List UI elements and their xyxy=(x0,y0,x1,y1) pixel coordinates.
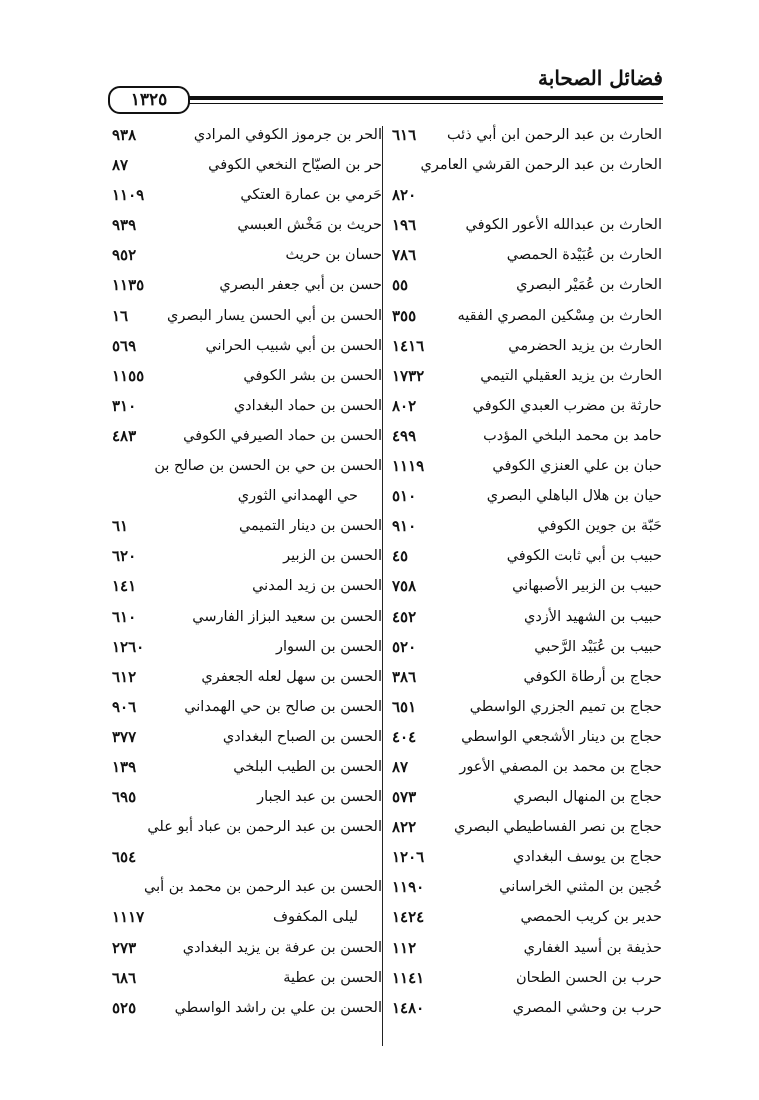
entry-name: حجاج بن تميم الجزري الواسطي xyxy=(469,698,662,715)
entry-page-number: ٩٣٩ xyxy=(112,216,137,235)
entry-page-number: ٦١٠ xyxy=(112,607,137,626)
book-title: فضائل الصحابة xyxy=(538,66,663,90)
entry-name: الحسن بن السوار xyxy=(276,638,382,655)
entry-name: الحسن بن عبد الرحمن بن عباد أبو علي xyxy=(147,819,382,836)
entry-name: حرب بن الحسن الطحان xyxy=(515,969,662,986)
index-entry xyxy=(392,722,662,752)
index-entry xyxy=(392,120,662,150)
index-entry xyxy=(392,933,662,963)
entry-name: حبان بن علي العنزي الكوفي xyxy=(492,458,662,475)
entry-page-number: ١٤١٦ xyxy=(392,336,425,355)
index-entry xyxy=(112,180,382,210)
index-entry xyxy=(112,812,382,842)
entry-page-number: ٥٢٠ xyxy=(392,637,417,656)
entry-name: الحسن بن الصباح البغدادي xyxy=(222,728,382,745)
entry-page-number: ٤٠٤ xyxy=(392,727,417,746)
index-entry xyxy=(112,722,382,752)
entry-name: الحسن بن الطيب البلخي xyxy=(233,758,382,775)
entry-page-number: ٦١٦ xyxy=(392,126,417,144)
entry-page-number: ٥٧٣ xyxy=(392,788,417,807)
entry-page-number: ١٢٦٠ xyxy=(112,637,145,656)
entry-name: حجاج بن أرطاة الكوفي xyxy=(523,668,662,685)
entry-page-number: ١١٢ xyxy=(392,938,417,957)
entry-name: حريث بن مَخْش العبسي xyxy=(237,217,382,234)
entry-name: الحسن بن بشر الكوفي xyxy=(243,367,382,384)
index-entry xyxy=(112,842,382,872)
index-entry xyxy=(392,782,662,812)
entry-name: حُجين بن المثني الخراساني xyxy=(499,879,662,896)
index-entry xyxy=(112,331,382,361)
entry-page-number: ٤٥ xyxy=(392,547,409,566)
entry-page-number: ٤٨٣ xyxy=(112,426,137,445)
entry-page-number: ١١١٩ xyxy=(392,457,425,476)
entry-page-number: ١١٣٥ xyxy=(112,276,145,295)
entry-page-number: ٢٧٣ xyxy=(112,938,137,957)
entry-page-number: ١٤١ xyxy=(112,577,137,596)
entry-name: الحسن بن صالح بن حي الهمداني xyxy=(184,698,382,715)
entry-page-number: ٦٩٥ xyxy=(112,788,137,807)
entry-name: حي الهمداني الثوري xyxy=(237,488,358,505)
entry-page-number: ٦٨٦ xyxy=(112,968,137,987)
index-entry xyxy=(112,361,382,391)
index-entry xyxy=(112,993,382,1023)
entry-name: الحارث بن يزيد الحضرمي xyxy=(508,337,662,354)
entry-name: حر بن الصيّاح النخعي الكوفي xyxy=(208,157,382,174)
index-entry xyxy=(112,933,382,963)
entry-name: الحر بن جرموز الكوفي المرادي xyxy=(193,127,382,143)
index-entry xyxy=(392,391,662,421)
index-entry xyxy=(392,902,662,932)
index-entry xyxy=(392,872,662,902)
entry-page-number: ٨٧ xyxy=(392,757,409,776)
entry-page-number: ١١٤١ xyxy=(392,968,425,987)
index-entry xyxy=(392,963,662,993)
index-entry xyxy=(392,210,662,240)
index-entry xyxy=(112,270,382,300)
entry-name: الحارث بن عُمَيْر البصري xyxy=(516,277,662,294)
entry-page-number: ١٤٨٠ xyxy=(392,998,425,1017)
entry-name: الحارث بن عبدالله الأعور الكوفي xyxy=(465,217,662,234)
entry-page-number: ١٩٦ xyxy=(392,216,417,235)
column-divider xyxy=(382,126,383,1046)
entry-name: ليلى المكفوف xyxy=(273,909,358,926)
entry-name: حبيب بن أبي ثابت الكوفي xyxy=(506,548,662,565)
index-entry xyxy=(392,752,662,782)
entry-page-number: ٣٨٦ xyxy=(392,667,417,686)
index-entry xyxy=(392,993,662,1023)
entry-name: حَبّة بن جوين الكوفي xyxy=(537,518,662,535)
index-entry xyxy=(392,361,662,391)
entry-page-number: ٣١٠ xyxy=(112,396,137,415)
entry-name: الحسن بن عبد الرحمن بن محمد بن أبي xyxy=(143,879,382,896)
entry-page-number: ١١٩٠ xyxy=(392,878,425,897)
entry-page-number: ٤٩٩ xyxy=(392,426,417,445)
entry-page-number: ٥٥ xyxy=(392,276,409,295)
index-entry xyxy=(112,571,382,601)
entry-name: حجاج بن المنهال البصري xyxy=(513,789,662,806)
entry-page-number: ١٢٠٦ xyxy=(392,848,425,867)
entry-page-number: ٩٣٨ xyxy=(112,126,137,144)
entry-name: حسن بن أبي جعفر البصري xyxy=(219,277,382,294)
entry-name: حجاج بن يوسف البغدادي xyxy=(513,849,662,866)
index-entry xyxy=(392,240,662,270)
index-entry xyxy=(112,963,382,993)
entry-name: الحسن بن أبي الحسن يسار البصري xyxy=(167,307,382,324)
entry-page-number: ٤٥٢ xyxy=(392,607,417,626)
index-entry xyxy=(112,692,382,722)
entry-name: الحسن بن علي بن راشد الواسطي xyxy=(174,999,382,1016)
entry-page-number: ١٣٩ xyxy=(112,757,137,776)
entry-name: حجاج بن محمد بن المصفي الأعور xyxy=(459,758,662,775)
entry-name: الحسن بن عطية xyxy=(283,969,382,986)
index-column-right xyxy=(392,120,662,1023)
index-entry xyxy=(112,391,382,421)
index-entry xyxy=(392,842,662,872)
entry-name: الحسن بن سعيد البزاز الفارسي xyxy=(192,608,382,625)
index-entry xyxy=(392,662,662,692)
entry-name: حيان بن هلال الباهلي البصري xyxy=(486,488,662,505)
index-entry xyxy=(392,150,662,180)
entry-name: حسان بن حريث xyxy=(285,247,382,264)
index-entry xyxy=(112,421,382,451)
entry-name: الحسن بن سهل لعله الجعفري xyxy=(201,668,382,685)
entry-name: الحسن بن عبد الجبار xyxy=(257,789,382,806)
entry-name: الحسن بن دينار التميمي xyxy=(238,518,382,535)
index-entry xyxy=(112,481,382,511)
entry-name: الحسن بن حماد الصيرفي الكوفي xyxy=(183,427,382,444)
entry-name: حذيفة بن أسيد الغفاري xyxy=(523,939,662,956)
entry-page-number: ٣٧٧ xyxy=(112,727,137,746)
entry-page-number: ٥٦٩ xyxy=(112,336,137,355)
entry-name: حبيب بن عُبَيْد الرَّحبي xyxy=(534,638,662,655)
entry-page-number: ٦١ xyxy=(112,517,129,536)
entry-page-number: ٦٢٠ xyxy=(112,547,137,566)
index-entry xyxy=(392,451,662,481)
index-entry xyxy=(392,481,662,511)
index-entry xyxy=(112,872,382,902)
entry-name: الحارث بن عبد الرحمن ابن أبي ذئب xyxy=(446,127,662,143)
entry-page-number: ١١٥٥ xyxy=(112,366,145,385)
index-entry xyxy=(112,451,382,481)
entry-name: الحارث بن عبد الرحمن القرشي العامري xyxy=(420,157,662,174)
index-entry xyxy=(392,421,662,451)
entry-name: الحسن بن زيد المدني xyxy=(252,578,382,595)
entry-page-number: ٩٠٦ xyxy=(112,697,137,716)
index-entry xyxy=(112,902,382,932)
page-number: ١٣٢٥ xyxy=(108,86,190,114)
entry-name: حَرمي بن عمارة العتكي xyxy=(240,187,382,204)
entry-page-number: ٦٥١ xyxy=(392,697,417,716)
index-entry xyxy=(392,511,662,541)
entry-name: حبيب بن الزبير الأصبهاني xyxy=(512,578,662,595)
index-entry xyxy=(112,662,382,692)
entry-page-number: ١١١٧ xyxy=(112,908,145,927)
entry-page-number: ٧٨٦ xyxy=(392,246,417,265)
entry-page-number: ٦٥٤ xyxy=(112,848,137,867)
index-entry xyxy=(392,602,662,632)
entry-page-number: ٩٥٢ xyxy=(112,246,137,265)
entry-page-number: ٨٧ xyxy=(112,156,129,175)
index-entry xyxy=(112,782,382,812)
entry-page-number: ٣٥٥ xyxy=(392,306,417,325)
index-entry xyxy=(392,571,662,601)
entry-name: حجاج بن دينار الأشجعي الواسطي xyxy=(461,728,662,745)
entry-name: حبيب بن الشهيد الأزدي xyxy=(523,608,662,625)
entry-name: الحارث بن يزيد العقيلي التيمي xyxy=(480,367,662,384)
entry-page-number: ٦١٢ xyxy=(112,667,137,686)
index-entry xyxy=(392,180,662,210)
index-entry xyxy=(112,511,382,541)
entry-page-number: ١٤٢٤ xyxy=(392,908,425,927)
index-entry xyxy=(112,240,382,270)
entry-name: الحسن بن أبي شبيب الحراني xyxy=(205,337,382,354)
entry-name: حارثة بن مضرب العبدي الكوفي xyxy=(472,397,662,414)
entry-name: حرب بن وحشي المصري xyxy=(512,999,662,1016)
index-entry xyxy=(112,120,382,150)
entry-page-number: ٨٠٢ xyxy=(392,396,417,415)
entry-name: الحسن بن عرفة بن يزيد البغدادي xyxy=(182,939,382,956)
entry-page-number: ١١٠٩ xyxy=(112,186,145,205)
entry-name: حدير بن كريب الحمصي xyxy=(520,909,662,926)
entry-name: حجاج بن نصر الفساطيطي البصري xyxy=(454,819,662,836)
entry-name: حامد بن محمد البلخي المؤدب xyxy=(483,427,662,444)
index-entry xyxy=(112,602,382,632)
header-rule-thick xyxy=(178,96,663,100)
index-entry xyxy=(392,270,662,300)
index-entry xyxy=(392,812,662,842)
index-entry xyxy=(112,632,382,662)
entry-name: الحسن بن الزبير xyxy=(283,548,382,565)
index-entry xyxy=(392,632,662,662)
index-entry xyxy=(112,752,382,782)
entry-page-number: ٧٥٨ xyxy=(392,577,417,596)
entry-page-number: ٨٢٠ xyxy=(392,186,417,205)
index-entry xyxy=(112,301,382,331)
entry-name: الحارث بن عُبَيْدة الحمصي xyxy=(506,247,662,264)
entry-name: الحارث بن مِسْكين المصري الفقيه xyxy=(457,307,662,324)
entry-page-number: ١٦ xyxy=(112,306,129,325)
entry-page-number: ٨٢٢ xyxy=(392,818,417,837)
index-column-left xyxy=(112,120,382,1023)
index-entry xyxy=(392,331,662,361)
index-entry xyxy=(392,692,662,722)
entry-page-number: ٥١٠ xyxy=(392,487,417,506)
index-entry xyxy=(112,541,382,571)
index-entry xyxy=(112,150,382,180)
entry-page-number: ٥٢٥ xyxy=(112,998,137,1017)
page-header xyxy=(108,66,663,114)
entry-name: الحسن بن حماد البغدادي xyxy=(233,397,382,414)
header-rule-thin xyxy=(178,103,663,104)
entry-name: الحسن بن حي بن الحسن بن صالح بن xyxy=(154,458,382,475)
entry-page-number: ٩١٠ xyxy=(392,517,417,536)
index-entry xyxy=(392,541,662,571)
index-entry xyxy=(112,210,382,240)
index-entry xyxy=(392,301,662,331)
entry-page-number: ١٧٣٢ xyxy=(392,366,425,385)
